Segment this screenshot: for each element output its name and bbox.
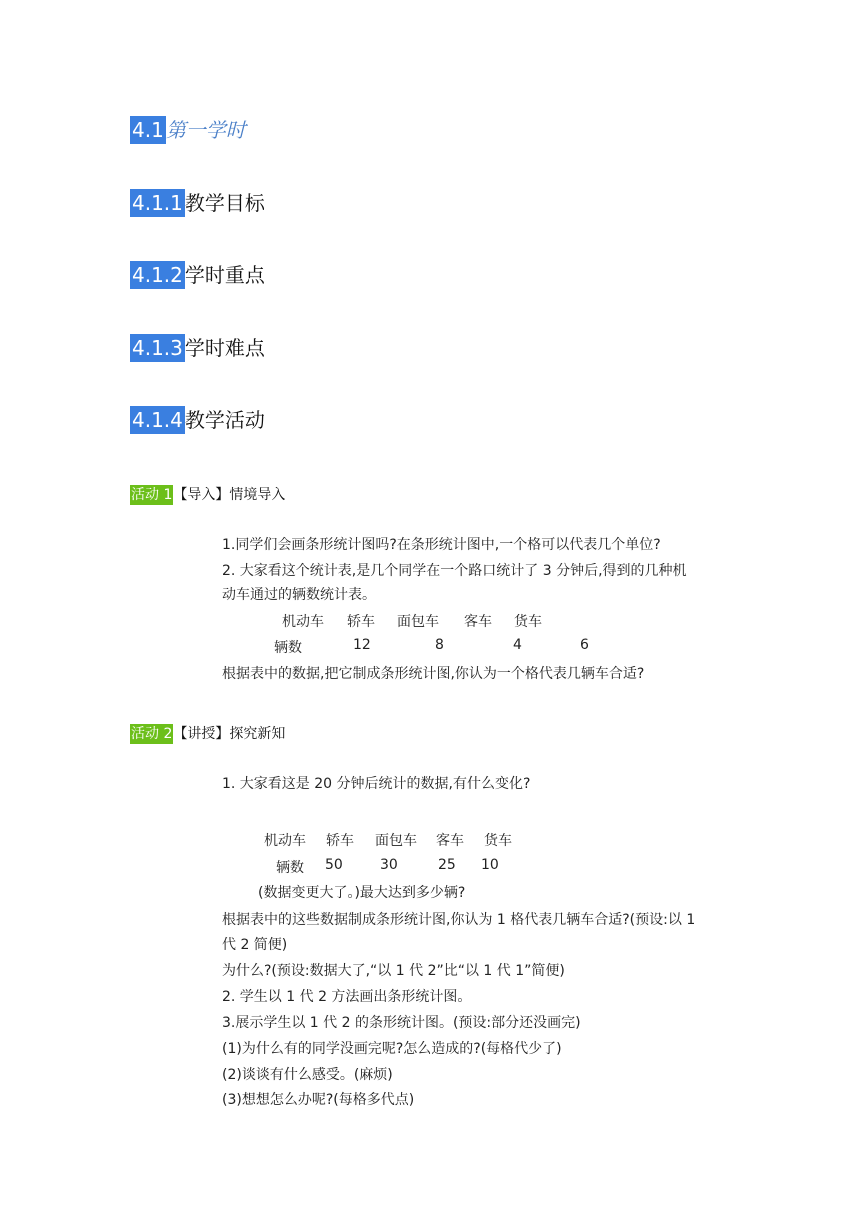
activity-badge: 活动 1 — [131, 487, 173, 503]
table-header-cell: 轿车 — [326, 833, 354, 849]
activity-title: 【导入】情境导入 — [173, 487, 286, 503]
table-header-cell: 货车 — [484, 833, 512, 849]
subheading-number: 4.1.3 — [132, 336, 183, 360]
activity-1-heading — [130, 484, 285, 504]
table-header-cell: 客车 — [436, 833, 464, 849]
paragraph-line: 为什么?(预设:数据大了,“以 1 代 2”比“以 1 代 1”简便) — [222, 963, 565, 979]
paragraph-line: (数据变更大了。)最大达到多少辆? — [258, 885, 466, 901]
table-cell: 25 — [438, 857, 456, 873]
paragraph-line: 根据表中的这些数据制成条形统计图,你认为 1 格代表几辆车合适?(预设:以 1 — [222, 912, 696, 928]
subheading-activities — [130, 404, 265, 433]
paragraph-line: 3.展示学生以 1 代 2 的条形统计图。(预设:部分还没画完) — [222, 1015, 581, 1031]
table-header-cell: 面包车 — [397, 614, 439, 630]
subheading-number: 4.1.4 — [132, 408, 183, 432]
table-cell: 6 — [580, 637, 589, 653]
paragraph-line: 2. 大家看这个统计表,是几个同学在一个路口统计了 3 分钟后,得到的几种机 — [222, 563, 687, 579]
paragraph-line: 动车通过的辆数统计表。 — [222, 587, 376, 603]
paragraph-line: (1)为什么有的同学没画完呢?怎么造成的?(每格代少了) — [222, 1041, 562, 1057]
subheading-key-points — [130, 259, 265, 288]
table-header-cell: 货车 — [514, 614, 542, 630]
table-header-cell: 面包车 — [375, 833, 417, 849]
subheading-difficulties — [130, 332, 265, 361]
table-cell: 8 — [435, 637, 444, 653]
subheading-teaching-goals — [130, 187, 265, 216]
table-row-label: 辆数 — [276, 860, 304, 876]
paragraph-line: 根据表中的数据,把它制成条形统计图,你认为一个格代表几辆车合适? — [222, 666, 645, 682]
table-row-label: 辆数 — [274, 640, 302, 656]
paragraph-line: (3)想想怎么办呢?(每格多代点) — [222, 1092, 415, 1108]
activity-badge: 活动 2 — [131, 726, 173, 742]
activity-2-heading — [130, 723, 285, 743]
table-header-cell: 机动车 — [282, 614, 324, 630]
activity-title: 【讲授】探究新知 — [173, 726, 286, 742]
subheading-title: 学时难点 — [184, 336, 265, 360]
paragraph-line: 代 2 简便) — [222, 937, 288, 953]
paragraph-line: 2. 学生以 1 代 2 方法画出条形统计图。 — [222, 989, 472, 1005]
table-cell: 50 — [325, 857, 343, 873]
subheading-title: 学时重点 — [184, 263, 265, 287]
table-cell: 10 — [481, 857, 499, 873]
table-header-cell: 客车 — [464, 614, 492, 630]
paragraph-line: 1.同学们会画条形统计图吗?在条形统计图中,一个格可以代表几个单位? — [222, 537, 661, 553]
paragraph-line: (2)谈谈有什么感受。(麻烦) — [222, 1067, 393, 1083]
table-header-cell: 轿车 — [347, 614, 375, 630]
subheading-number: 4.1.2 — [132, 263, 183, 287]
subheading-number: 4.1.1 — [132, 191, 183, 215]
table-cell: 30 — [380, 857, 398, 873]
section-number: 4.1 — [132, 118, 164, 142]
subheading-title: 教学目标 — [184, 191, 265, 215]
table-header-cell: 机动车 — [264, 833, 306, 849]
paragraph-line: 1. 大家看这是 20 分钟后统计的数据,有什么变化? — [222, 776, 531, 792]
section-heading-4-1 — [130, 114, 246, 143]
table-cell: 4 — [513, 637, 522, 653]
table-cell: 12 — [353, 637, 371, 653]
section-title: 第一学时 — [165, 118, 246, 142]
subheading-title: 教学活动 — [184, 408, 265, 432]
